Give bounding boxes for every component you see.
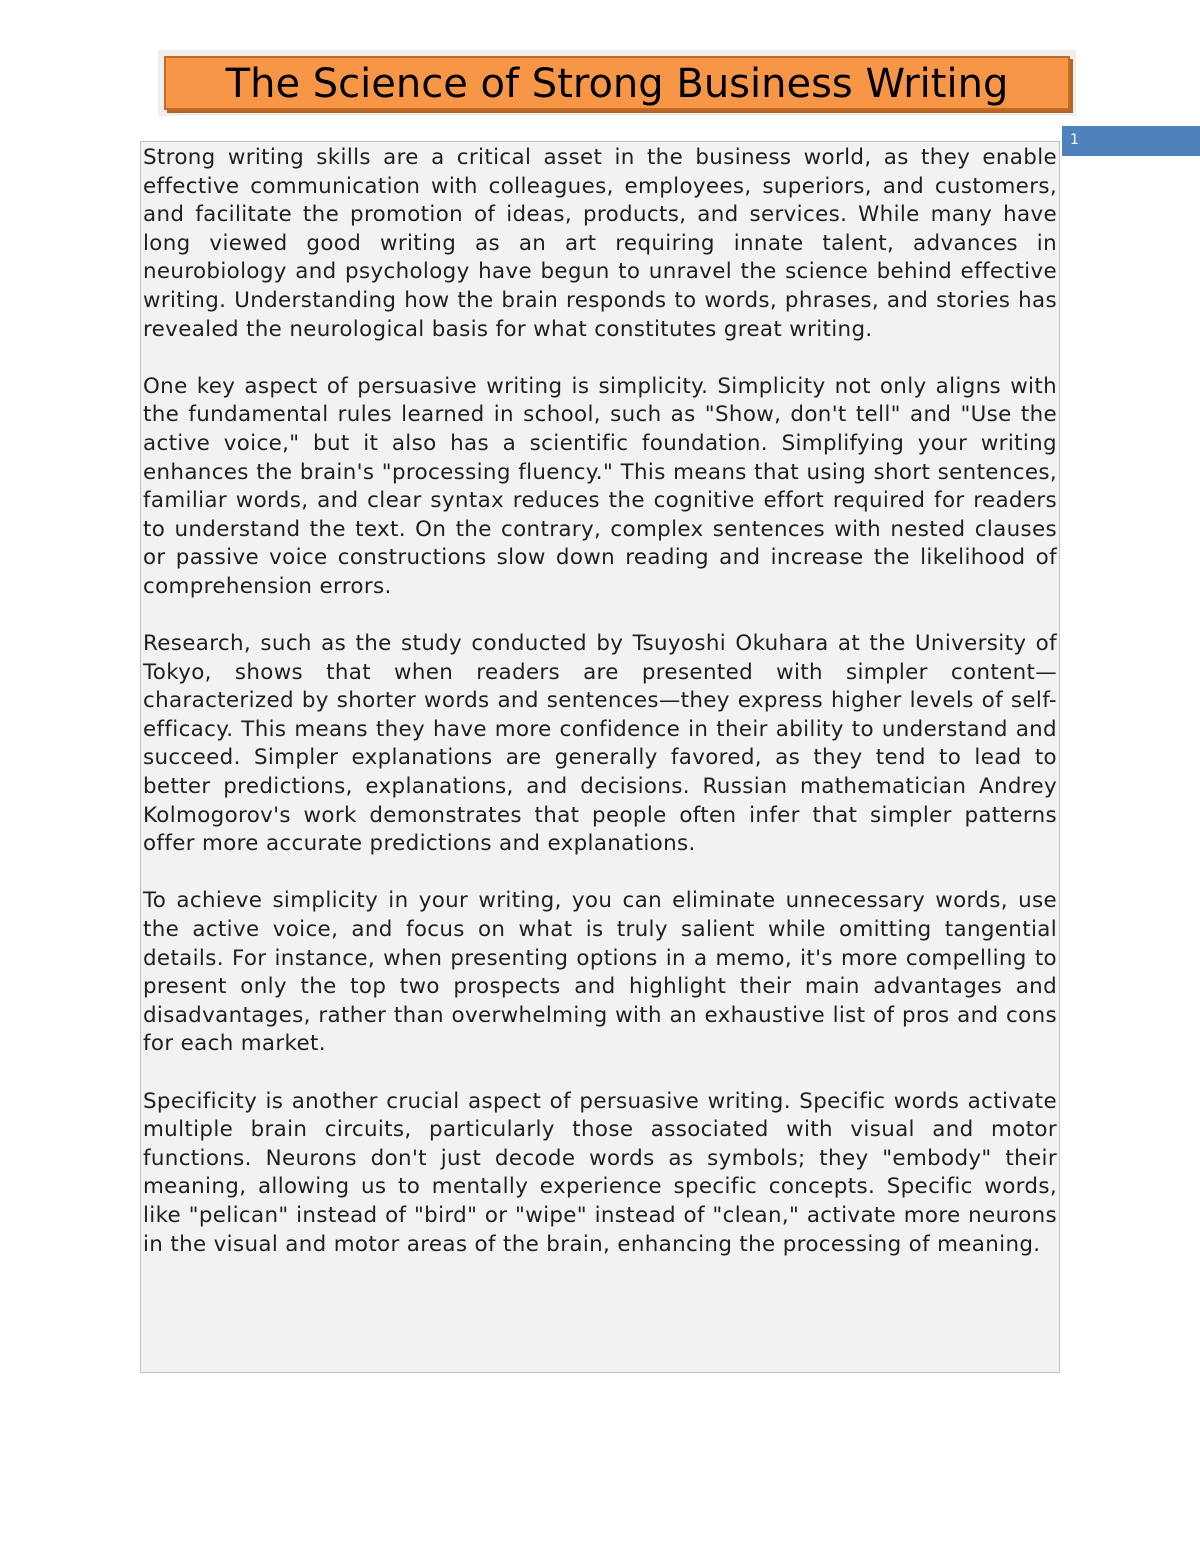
paragraph-5: Specificity is another crucial aspect of persuasive writing. Specific words activate multiple brain circuits, particularly those associated with visual and motor functions. Neurons don't just decode words as symbols; they "embody" their meaning, allowing us to mentally experience specific concepts. Specific words, like "pelican" instead of "bird" or "wipe" instead of "clean," activate more neurons in the visual and motor areas of the brain, enhancing the processing of meaning. [143,1088,1057,1257]
paragraph-1: Strong writing skills are a critical asset in the business world, as they enable effective communication with colleagues, employees, superiors, and customers, and facilitate the promotion of ideas, products, and services. While many have long viewed good writing as an art requiring innate talent, advances in neurobiology and psychology have begun to unravel the science behind effective writing. Understanding how the brain responds to words, phrases, and stories has revealed the neurological basis for what constitutes great writing. [143,145,1057,342]
paragraph-4: To achieve simplicity in your writing, you can eliminate unnecessary words, use the active voice, and focus on what is truly salient while omitting tangential details. For instance, when presenting options in a memo, it's more compelling to present only the top two prospects and highlight their main advantages and disadvantages, rather than overwhelming with an exhaustive list of pros and cons for each market. [143,888,1057,1057]
page-number: 1 [1070,132,1079,148]
paragraph-2: One key aspect of persuasive writing is simplicity. Simplicity not only aligns with the fundamental rules learned in school, such as "Show, don't tell" and "Use the active voice," but it also has a scientific foundation. Simplifying your writing enhances the brain's "processing fluency." This means that using short sentences, familiar words, and clear syntax reduces the cognitive effort required for readers to understand the text. On the contrary, complex sentences with nested clauses or passive voice constructions slow down reading and increase the likelihood of comprehension errors. [143,373,1057,599]
paragraph-3: Research, such as the study conducted by Tsuyoshi Okuhara at the University of Tokyo, shows that when readers are presented with simpler content—characterized by shorter words and sentences—they express higher levels of self-efficacy. This means they have more confidence in their ability to understand and succeed. Simpler explanations are generally favored, as they tend to lead to better predictions, explanations, and decisions. Russian mathematician Andrey Kolmogorov's work demonstrates that people often infer that simpler patterns offer more accurate predictions and explanations. [143,631,1057,857]
body-text-box [140,141,1060,1373]
page-number-tab [1062,126,1200,156]
title-banner [164,56,1070,110]
document-title: The Science of Strong Business Writing [225,60,1009,107]
